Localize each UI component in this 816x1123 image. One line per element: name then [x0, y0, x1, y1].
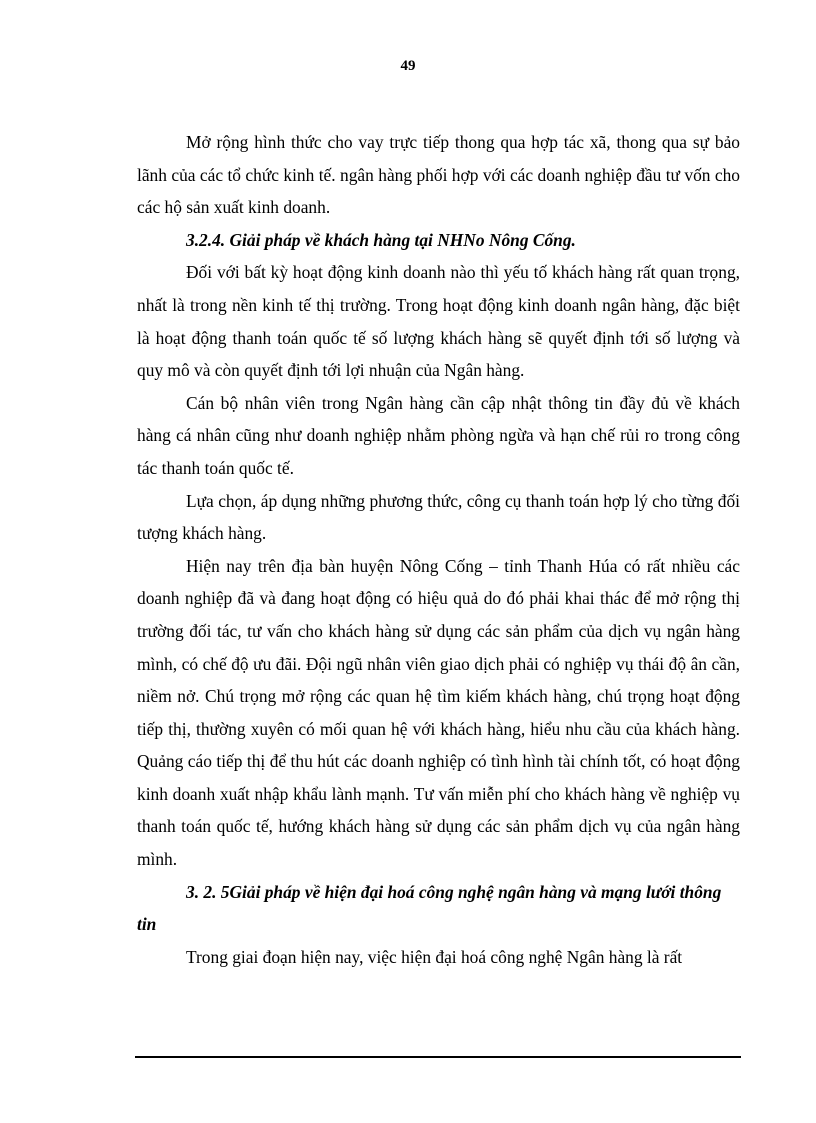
paragraph-modernization: Trong giai đoạn hiện nay, việc hiện đại hoá công nghệ Ngân hàng là rất [186, 946, 683, 967]
document-body [137, 126, 740, 973]
paragraph-local-enterprises: Hiện nay trên địa bàn huyện Nông Cống – tỉnh Thanh Húa có rất nhiều các doanh nghiệp đã và đang hoạt động có hiệu quả do đó phải khai thác để mở rộng thị trường đối tác, tư vấn cho khách hàng sử dụng các sản phẩm của dịch vụ ngân hàng mình, có chế độ ưu đãi. Đội ngũ nhân viên giao dịch phải có nghiệp vụ thái độ ân cần, niềm nở. Chú trọng mở rộng các quan hệ tìm kiếm khách hàng, chú trọng hoạt động tiếp thị, thường xuyên có mối quan hệ với khách hàng, hiểu nhu cầu của khách hàng. Quảng cáo tiếp thị để thu hút các doanh nghiệp có tình hình tài chính tốt, có hoạt động kinh doanh xuất nhập khẩu lành mạnh. Tư vấn miễn phí cho khách hàng về nghiệp vụ thanh toán quốc tế, hướng khách hàng sử dụng các sản phẩm dịch vụ của ngân hàng mình. [137, 555, 740, 870]
paragraph-customer-importance: Đối với bất kỳ hoạt động kinh doanh nào thì yếu tố khách hàng rất quan trọng, nhất là trong nền kinh tế thị trường. Trong hoạt động kinh doanh ngân hàng, đặc biệt là hoạt động thanh toán quốc tế số lượng khách hàng sẽ quyết định tới số lượng và quy mô và còn quyết định tới lợi nhuận của Ngân hàng. [137, 262, 740, 381]
paragraph-credit-expansion: Mở rộng hình thức cho vay trực tiếp thong qua hợp tác xã, thong qua sự bảo lãnh của các tổ chức kinh tế. ngân hàng phối hợp với các doanh nghiệp đầu tư vốn cho các hộ sản xuất kinh doanh. [137, 132, 740, 218]
footer-divider [135, 1056, 741, 1058]
paragraph-payment-methods: Lựa chọn, áp dụng những phương thức, công cụ thanh toán hợp lý cho từng đối tượng khách hàng. [137, 490, 740, 544]
paragraph-staff-update-info: Cán bộ nhân viên trong Ngân hàng cần cập nhật thông tin đầy đủ về khách hàng cá nhân cũng như doanh nghiệp nhằm phòng ngừa và hạn chế rủi ro trong công tác thanh toán quốc tế. [137, 392, 740, 478]
section-heading-3-2-4: 3.2.4. Giải pháp về khách hàng tại NHNo Nông Cống. [186, 229, 576, 250]
page-number: 49 [400, 58, 416, 74]
section-heading-3-2-5: 3. 2. 5Giải pháp về hiện đại hoá công nghệ ngân hàng và mạng lưới thông tin [137, 881, 722, 935]
